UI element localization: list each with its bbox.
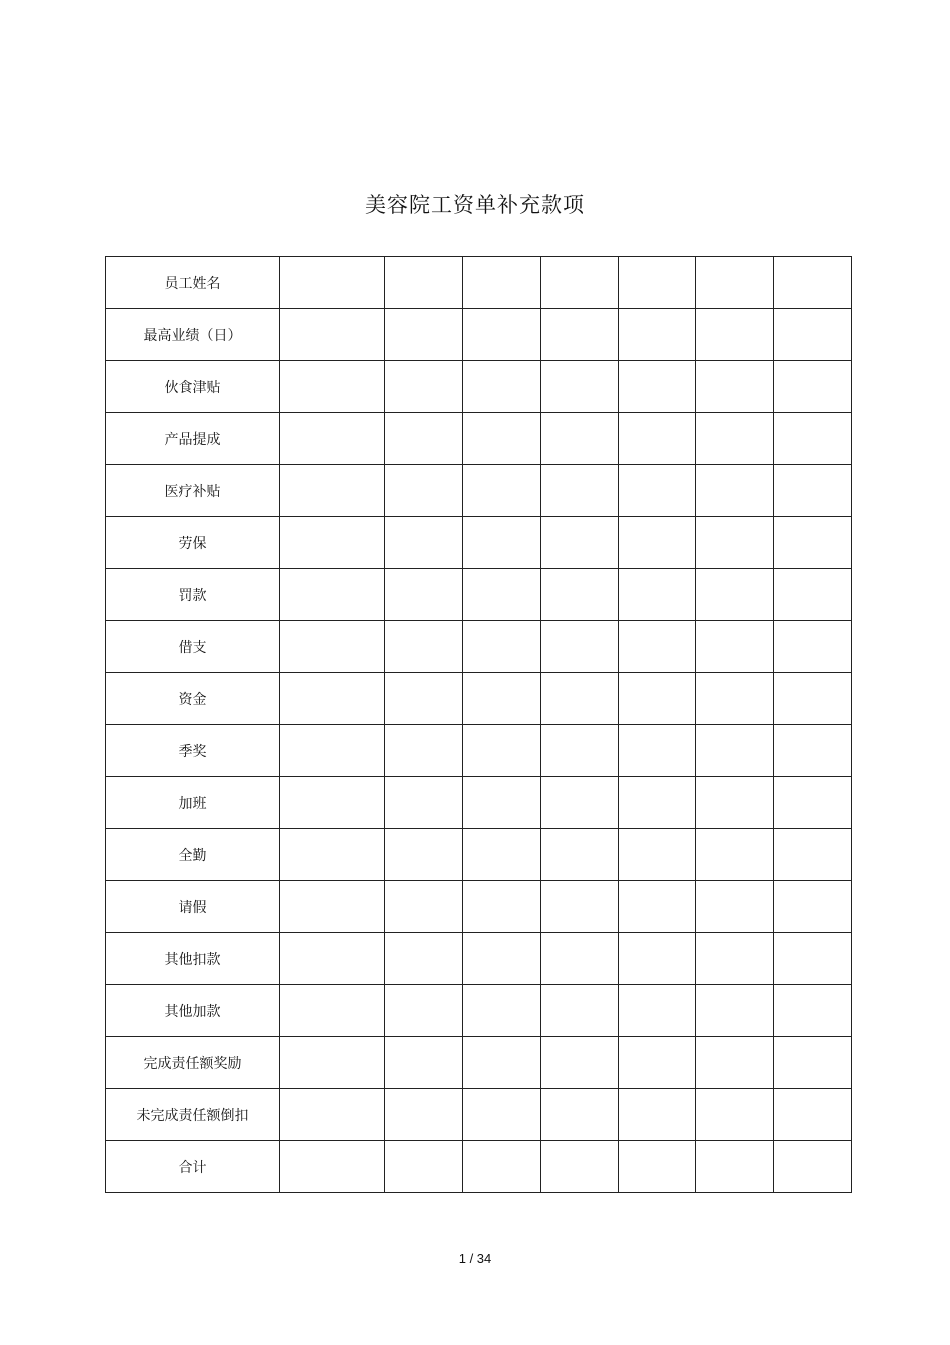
entry-cell[interactable] — [541, 829, 619, 881]
entry-cell[interactable] — [280, 361, 385, 413]
page-number: 1 / 34 — [458, 1251, 492, 1266]
entry-cell[interactable] — [463, 361, 541, 413]
entry-cell[interactable] — [619, 725, 696, 777]
row-label: 罚款 — [106, 569, 280, 621]
entry-cell[interactable] — [541, 621, 619, 673]
entry-cell[interactable] — [619, 413, 696, 465]
entry-cell[interactable] — [385, 933, 463, 985]
entry-cell[interactable] — [385, 1089, 463, 1141]
entry-cell[interactable] — [696, 829, 774, 881]
entry-cell[interactable] — [280, 1037, 385, 1089]
entry-cell[interactable] — [774, 517, 852, 569]
entry-cell[interactable] — [541, 881, 619, 933]
entry-cell[interactable] — [385, 361, 463, 413]
entry-cell[interactable] — [280, 725, 385, 777]
entry-cell[interactable] — [696, 1037, 774, 1089]
entry-cell[interactable] — [463, 413, 541, 465]
table-row — [106, 673, 852, 725]
table-row — [106, 257, 852, 309]
entry-cell[interactable] — [280, 257, 385, 309]
entry-cell[interactable] — [385, 1141, 463, 1193]
entry-cell[interactable] — [619, 257, 696, 309]
entry-cell[interactable] — [541, 1037, 619, 1089]
entry-cell[interactable] — [774, 881, 852, 933]
entry-cell[interactable] — [541, 517, 619, 569]
table-row — [106, 829, 852, 881]
table-row — [106, 413, 852, 465]
entry-cell[interactable] — [696, 413, 774, 465]
entry-cell[interactable] — [280, 985, 385, 1037]
table-row — [106, 881, 852, 933]
entry-cell[interactable] — [280, 881, 385, 933]
entry-cell[interactable] — [696, 1089, 774, 1141]
entry-cell[interactable] — [774, 413, 852, 465]
entry-cell[interactable] — [696, 621, 774, 673]
entry-cell[interactable] — [463, 621, 541, 673]
entry-cell[interactable] — [619, 829, 696, 881]
table-row — [106, 1037, 852, 1089]
entry-cell[interactable] — [385, 881, 463, 933]
entry-cell[interactable] — [541, 1089, 619, 1141]
entry-cell[interactable] — [385, 777, 463, 829]
entry-cell[interactable] — [774, 1037, 852, 1089]
entry-cell[interactable] — [463, 257, 541, 309]
entry-cell[interactable] — [696, 517, 774, 569]
entry-cell[interactable] — [696, 257, 774, 309]
row-label: 员工姓名 — [106, 257, 280, 309]
entry-cell[interactable] — [463, 777, 541, 829]
entry-cell[interactable] — [463, 985, 541, 1037]
row-label: 未完成责任额倒扣 — [106, 1089, 280, 1141]
entry-cell[interactable] — [619, 621, 696, 673]
entry-cell[interactable] — [619, 465, 696, 517]
entry-cell[interactable] — [541, 465, 619, 517]
table-row — [106, 1089, 852, 1141]
entry-cell[interactable] — [280, 933, 385, 985]
entry-cell[interactable] — [463, 829, 541, 881]
entry-cell[interactable] — [619, 985, 696, 1037]
table-row — [106, 309, 852, 361]
entry-cell[interactable] — [280, 465, 385, 517]
entry-cell[interactable] — [619, 1141, 696, 1193]
entry-cell[interactable] — [385, 569, 463, 621]
entry-cell[interactable] — [280, 829, 385, 881]
entry-cell[interactable] — [463, 725, 541, 777]
entry-cell[interactable] — [463, 1037, 541, 1089]
entry-cell[interactable] — [619, 309, 696, 361]
entry-cell[interactable] — [385, 465, 463, 517]
entry-cell[interactable] — [385, 985, 463, 1037]
entry-cell[interactable] — [774, 725, 852, 777]
entry-cell[interactable] — [463, 1089, 541, 1141]
table-row — [106, 1141, 852, 1193]
entry-cell[interactable] — [696, 777, 774, 829]
entry-cell[interactable] — [619, 1037, 696, 1089]
entry-cell[interactable] — [280, 413, 385, 465]
entry-cell[interactable] — [280, 517, 385, 569]
entry-cell[interactable] — [280, 621, 385, 673]
entry-cell[interactable] — [463, 881, 541, 933]
entry-cell[interactable] — [541, 673, 619, 725]
entry-cell[interactable] — [774, 673, 852, 725]
table-row — [106, 621, 852, 673]
entry-cell[interactable] — [385, 309, 463, 361]
entry-cell[interactable] — [541, 985, 619, 1037]
row-label: 最高业绩（日） — [106, 309, 280, 361]
row-label: 其他加款 — [106, 985, 280, 1037]
row-label: 请假 — [106, 881, 280, 933]
entry-cell[interactable] — [774, 257, 852, 309]
page-title: 美容院工资单补充款项 — [365, 193, 585, 217]
entry-cell[interactable] — [696, 881, 774, 933]
entry-cell[interactable] — [774, 465, 852, 517]
entry-cell[interactable] — [774, 621, 852, 673]
entry-cell[interactable] — [619, 777, 696, 829]
entry-cell[interactable] — [619, 361, 696, 413]
table-row — [106, 985, 852, 1037]
row-label: 医疗补贴 — [106, 465, 280, 517]
table-row — [106, 361, 852, 413]
entry-cell[interactable] — [280, 1141, 385, 1193]
entry-cell[interactable] — [463, 933, 541, 985]
row-label: 季奖 — [106, 725, 280, 777]
entry-cell[interactable] — [463, 517, 541, 569]
entry-cell[interactable] — [385, 725, 463, 777]
entry-cell[interactable] — [774, 933, 852, 985]
entry-cell[interactable] — [463, 1141, 541, 1193]
entry-cell[interactable] — [463, 569, 541, 621]
row-label: 合计 — [106, 1141, 280, 1193]
entry-cell[interactable] — [774, 829, 852, 881]
entry-cell[interactable] — [541, 413, 619, 465]
entry-cell[interactable] — [619, 673, 696, 725]
entry-cell[interactable] — [774, 361, 852, 413]
entry-cell[interactable] — [541, 257, 619, 309]
entry-cell[interactable] — [696, 569, 774, 621]
entry-cell[interactable] — [774, 309, 852, 361]
entry-cell[interactable] — [696, 985, 774, 1037]
entry-cell[interactable] — [619, 881, 696, 933]
entry-cell[interactable] — [385, 257, 463, 309]
table-row — [106, 465, 852, 517]
table-row — [106, 569, 852, 621]
row-label: 资金 — [106, 673, 280, 725]
entry-cell[interactable] — [541, 777, 619, 829]
entry-cell[interactable] — [385, 413, 463, 465]
entry-cell[interactable] — [619, 1089, 696, 1141]
table-row — [106, 933, 852, 985]
entry-cell[interactable] — [541, 361, 619, 413]
entry-cell[interactable] — [619, 569, 696, 621]
entry-cell[interactable] — [541, 933, 619, 985]
entry-cell[interactable] — [385, 1037, 463, 1089]
row-label: 完成责任额奖励 — [106, 1037, 280, 1089]
entry-cell[interactable] — [774, 1141, 852, 1193]
entry-cell[interactable] — [385, 673, 463, 725]
row-label: 产品提成 — [106, 413, 280, 465]
entry-cell[interactable] — [385, 621, 463, 673]
entry-cell[interactable] — [696, 361, 774, 413]
entry-cell[interactable] — [774, 777, 852, 829]
entry-cell[interactable] — [774, 985, 852, 1037]
entry-cell[interactable] — [280, 569, 385, 621]
row-label: 伙食津贴 — [106, 361, 280, 413]
entry-cell[interactable] — [280, 309, 385, 361]
entry-cell[interactable] — [463, 465, 541, 517]
entry-cell[interactable] — [696, 933, 774, 985]
entry-cell[interactable] — [774, 1089, 852, 1141]
entry-cell[interactable] — [774, 569, 852, 621]
entry-cell[interactable] — [696, 309, 774, 361]
row-label: 劳保 — [106, 517, 280, 569]
table-row — [106, 725, 852, 777]
entry-cell[interactable] — [696, 673, 774, 725]
entry-cell[interactable] — [280, 777, 385, 829]
entry-cell[interactable] — [619, 517, 696, 569]
entry-cell[interactable] — [541, 309, 619, 361]
row-label: 加班 — [106, 777, 280, 829]
entry-cell[interactable] — [385, 517, 463, 569]
table-body — [106, 257, 852, 1193]
entry-cell[interactable] — [619, 933, 696, 985]
entry-cell[interactable] — [696, 1141, 774, 1193]
table-row — [106, 777, 852, 829]
row-label: 借支 — [106, 621, 280, 673]
salary-supplement-table — [105, 256, 852, 1193]
entry-cell[interactable] — [463, 309, 541, 361]
entry-cell[interactable] — [696, 725, 774, 777]
entry-cell[interactable] — [541, 725, 619, 777]
entry-cell[interactable] — [541, 1141, 619, 1193]
entry-cell[interactable] — [280, 1089, 385, 1141]
entry-cell[interactable] — [696, 465, 774, 517]
entry-cell[interactable] — [385, 829, 463, 881]
row-label: 全勤 — [106, 829, 280, 881]
entry-cell[interactable] — [541, 569, 619, 621]
row-label: 其他扣款 — [106, 933, 280, 985]
entry-cell[interactable] — [280, 673, 385, 725]
entry-cell[interactable] — [463, 673, 541, 725]
table-row — [106, 517, 852, 569]
